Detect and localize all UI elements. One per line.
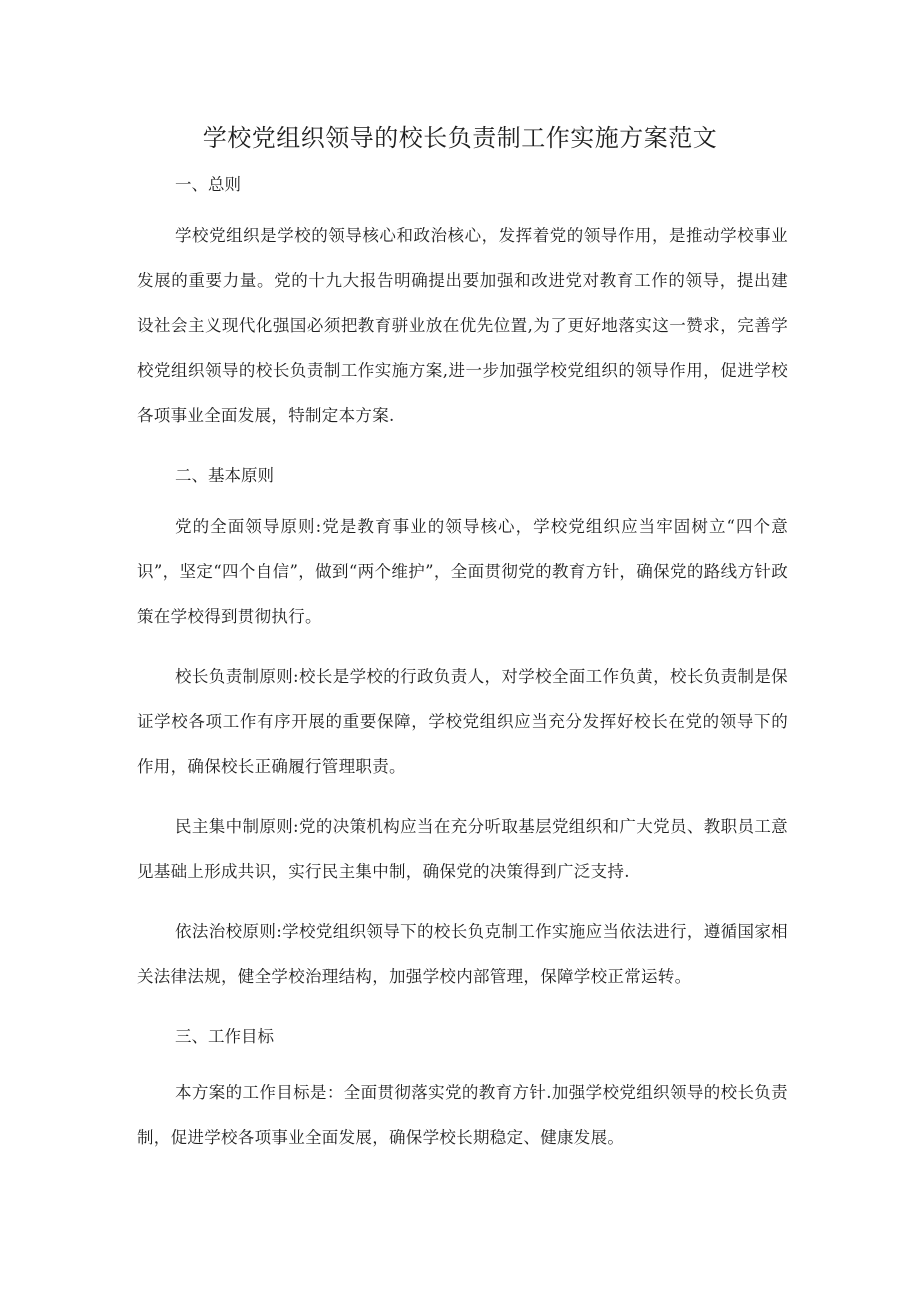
- paragraph-principal-responsibility: 校长负责制原则:校长是学校的行政负责人，对学校全面工作负黄，校长负责制是保证学校各项工作有序开展的重要保障，学校党组织应当充分发挥好校长在党的领导下的作用，确保校长正确履行管理职责。: [137, 667, 788, 776]
- document-body: [137, 167, 788, 1160]
- section-heading-goals: 三、工作目标: [175, 1027, 274, 1046]
- section-heading-general: 一、总则: [175, 175, 241, 194]
- section-heading-principles: 二、基本原则: [175, 466, 274, 485]
- paragraph-democratic-centralism: 民主集中制原则:党的决策机构应当在充分听取基层党组织和广大党员、教职员工意见基础上形成共识，实行民主集中制，确保党的决策得到广泛支持.: [137, 817, 788, 881]
- paragraph-goals: 本方案的工作目标是：全面贯彻落实党的教育方针.加强学校党组织领导的校长负责制，促进学校各项事业全面发展，确保学校长期稳定、健康发展。: [137, 1083, 788, 1147]
- document-title: 学校党组织领导的校长负责制工作实施方案范文: [202, 124, 718, 152]
- paragraph-general: 学校党组织是学校的领导核心和政治核心，发挥着党的领导作用，是推动学校事业发展的重要力量。党的十九大报告明确提出要加强和改进党对教育工作的领导，提出建设社会主义现代化强国必须把教育骈业放在优先位置,为了更好地落实这一赞求，完善学校党组织领导的校长负责制工作实施方案,进一步加强学校党组织的领导作用，促进学校各项事业全面发展，特制定本方案.: [137, 226, 788, 425]
- paragraph-rule-of-law: 依法治校原则:学校党组织领导下的校长负克制工作实施应当依法进行，遵循国家相关法律法规，健全学校治理结构，加强学校内部管理，保障学校正常运转。: [137, 922, 788, 986]
- paragraph-party-leadership: 党的全面领导原则:党是教育事业的领导核心，学校党组织应当牢固树立“四个意识”，坚定“四个自信”，做到“两个维护”，全面贯彻党的教育方针，确保党的路线方针政策在学校得到贯彻执行。: [137, 517, 788, 626]
